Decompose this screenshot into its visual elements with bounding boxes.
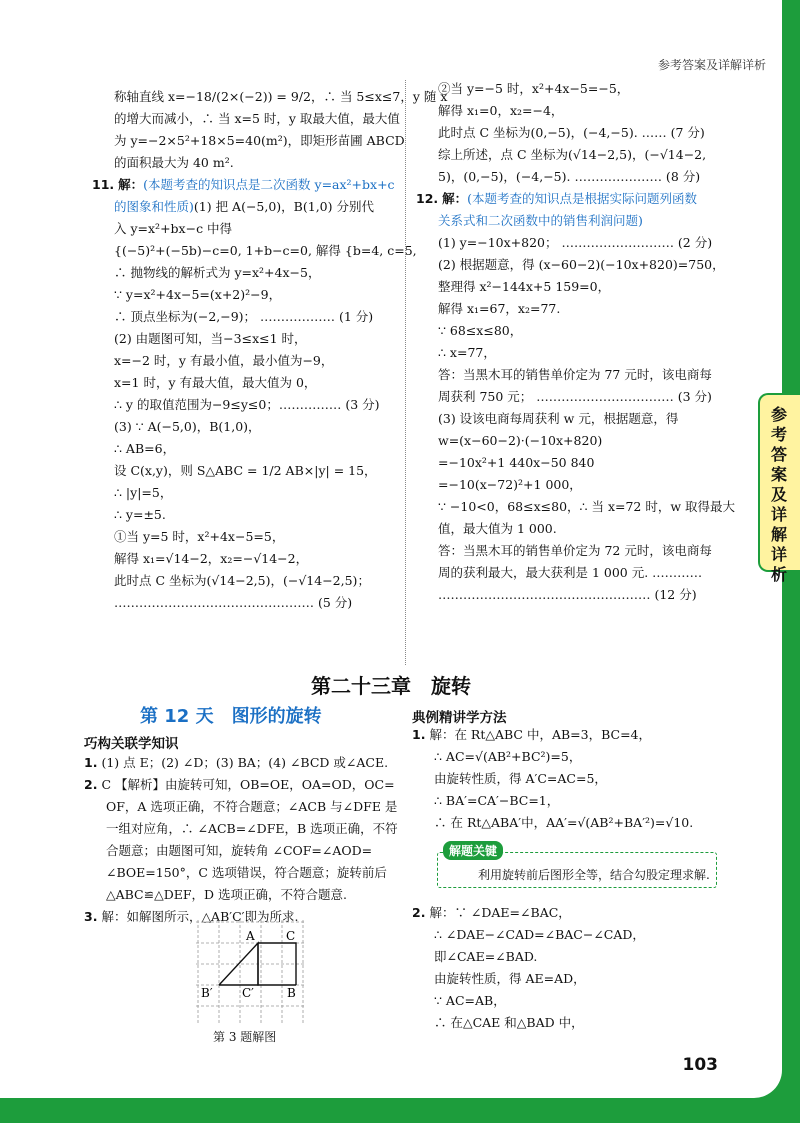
text-line: 称轴直线 x=−18/(2×(−2)) = 9/2，∴ 当 5≤x≤7，y 随 x [114, 89, 448, 104]
section-title-left: 巧构关联学知识 [84, 736, 179, 752]
answer-line: 一组对应角，∴ ∠ACB=∠DFE，B 选项正确，不符 [106, 821, 398, 836]
text-line: 综上所述，点 C 坐标为(√14−2,5)，(−√14−2, [438, 147, 707, 162]
text-line: 5)，(0,−5)，(−4,−5). ………………… (8 分) [438, 169, 701, 184]
q11-head [92, 174, 447, 196]
rotation-figure [196, 920, 304, 1024]
q11-line: 设 C(x,y)，则 S△ABC = 1/2 AB×|y| = 15， [114, 463, 377, 478]
lower-right-column [412, 724, 693, 834]
q12-line: (3) 设该电商每周获利 w 元，根据题意，得 [438, 411, 679, 426]
q11-solve: 解： [118, 177, 144, 192]
answer-line: 由旋转性质，得 AE=AD， [434, 971, 586, 986]
q11-line [92, 196, 447, 218]
q11-line: x=1 时，y 有最大值，最大值为 0， [114, 375, 317, 390]
answer-line: ∴ BA′=CA′−BC=1， [434, 793, 560, 808]
section-title-right: 典例精讲学方法 [412, 710, 507, 726]
label-A: A [246, 929, 255, 943]
side-tab [758, 393, 800, 584]
q12-line: 答：当黑木耳的销售单价定为 72 元时，该电商每 [438, 543, 712, 558]
q12-line: 解得 x₁=67，x₂=77. [438, 301, 561, 316]
q11-line: ∴ 顶点坐标为(−2,−9)； ……………… (1 分) [114, 309, 374, 324]
text-line: 解得 x₁=0，x₂=−4， [438, 103, 564, 118]
q11-line: ∵ y=x²+4x−5=(x+2)²−9， [114, 287, 282, 302]
text-line: ②当 y=−5 时，x²+4x−5=−5， [438, 81, 630, 96]
answer-line: ∴ ∠DAE−∠CAD=∠BAC−∠CAD， [434, 927, 645, 942]
q11-line: ∴ |y|=5， [114, 485, 173, 500]
q12-line: …………………………………………… (12 分) [438, 587, 697, 602]
answer-line: ∠BOE=150°，C 选项错误，符合题意；旋转前后 [106, 865, 387, 880]
q11-line: ∴ 抛物线的解析式为 y=x²+4x−5， [114, 265, 321, 280]
q12-number: 12. [416, 191, 439, 206]
answer-line: 2. 解：∵ ∠DAE=∠BAC， [412, 905, 571, 920]
q12-line: (1) y=−10x+820； ……………………… (2 分) [438, 235, 713, 250]
q11-line: {(−5)²+(−5b)−c=0, 1+b−c=0, 解得 {b=4, c=5, [114, 243, 417, 258]
text-line: 的增大而减小，∴ 当 x=5 时，y 取最大值，最大值 [114, 111, 400, 126]
q12-solve: 解： [442, 191, 468, 206]
key-label: 解题关键 [443, 841, 503, 860]
q11-line: ∴ y=±5. [114, 507, 166, 522]
text-line: 的面积最大为 40 m². [114, 155, 234, 170]
label-B: B [287, 986, 296, 1000]
text-line: 此时点 C 坐标为(0,−5)，(−4,−5). …… (7 分) [438, 125, 705, 140]
answer-line: ∴ AC=√(AB²+BC²)=5， [434, 749, 582, 764]
chapter-title: 第二十三章 旋转 [311, 674, 471, 698]
day-title: 第 12 天 图形的旋转 [140, 706, 322, 727]
answer-line: OF，A 选项正确，不符合题意；∠ACB 与∠DFE 是 [106, 799, 398, 814]
q11-line-0: (1) 把 A(−5,0)，B(1,0) 分别代 [193, 199, 374, 214]
right-column-top [416, 78, 735, 606]
q11-line: ∴ y 的取值范围为−9≤y≤0；…………… (3 分) [114, 397, 380, 412]
q12-note: (本题考查的知识点是根据实际问题列函数 [467, 191, 698, 206]
q12-line: 值，最大值为 1 000. [438, 521, 557, 536]
key-text: 利用旋转前后图形全等，结合勾股定理求解. [478, 868, 710, 882]
label-C-prime: C′ [242, 986, 254, 1000]
answer-line: 1. (1) 点 E；(2) ∠D；(3) BA；(4) ∠BCD 或∠ACE. [84, 755, 389, 770]
q11-line: 此时点 C 坐标为(√14−2,5)，(−√14−2,5)； [114, 573, 370, 588]
q12-line: 周获利 750 元； …………………………… (3 分) [438, 389, 712, 404]
q12-line: ∵ 68≤x≤80， [438, 323, 523, 338]
running-header: 参考答案及详解详析 [657, 58, 766, 72]
q12-line: ∵ −10<0，68≤x≤80，∴ 当 x=72 时，w 取得最大 [438, 499, 736, 514]
side-tab-text: 参考答案及详解详析 [771, 405, 788, 584]
q11-line: x=−2 时，y 有最小值，最小值为−9， [114, 353, 334, 368]
q11-line: (3) ∵ A(−5,0)，B(1,0)， [114, 419, 261, 434]
q12-line: 周的获利最大，最大获利是 1 000 元. ………… [438, 565, 703, 580]
q12-line: ∴ x=77， [438, 345, 496, 360]
text-line: 为 y=−2×5²+18×5=40(m²)，即矩形苗圃 ABCD [114, 133, 405, 148]
answer-line: ∵ AC=AB， [434, 993, 506, 1008]
answer-line: 由旋转性质，得 A′C=AC=5， [434, 771, 607, 786]
lower-left-column [84, 752, 398, 928]
answer-line: ∴ 在△CAE 和△BAD 中， [434, 1015, 584, 1030]
answer-line: 合题意；由题图可知，旋转角 ∠COF=∠AOD= [106, 843, 373, 858]
q12-line: (2) 根据题意，得 (x−60−2)(−10x+820)=750， [438, 257, 725, 272]
q11-line: (2) 由题图可知，当−3≤x≤1 时， [114, 331, 307, 346]
q12-note2: 关系式和二次函数中的销售利润问题) [438, 213, 643, 228]
answer-line: 1. 解：在 Rt△ABC 中，AB=3，BC=4， [412, 727, 651, 742]
column-divider [405, 80, 406, 665]
q12-line: 答：当黑木耳的销售单价定为 77 元时，该电商每 [438, 367, 712, 382]
q11-note2: 的图象和性质) [114, 199, 194, 214]
q11-line: ①当 y=5 时，x²+4x−5=5， [114, 529, 285, 544]
answer-line: △ABC≌△DEF，D 选项正确，不符合题意. [106, 887, 347, 902]
answer-line: ∴ 在 Rt△ABA′中，AA′=√(AB²+BA′²)=√10. [434, 815, 694, 830]
page-number: 103 [682, 1055, 718, 1075]
q12-line: 整理得 x²−144x+5 159=0， [438, 279, 611, 294]
q12-line: w=(x−60−2)·(−10x+820) [438, 433, 603, 448]
q12-head [416, 188, 735, 210]
answer-line: 3. 解：如解图所示，△AB′C′即为所求. [84, 909, 299, 924]
answer-line: 2. C 【解析】由旋转可知，OB=OE，OA=OD，OC= [84, 777, 395, 792]
answer-line: 即∠CAE=∠BAD. [434, 949, 538, 964]
q11-line: ………………………………………… (5 分) [114, 595, 353, 610]
figure-caption: 第 3 题解图 [213, 1030, 277, 1044]
q11-note: (本题考查的知识点是二次函数 y=ax²+bx+c [143, 177, 395, 192]
label-B-prime: B′ [201, 986, 213, 1000]
q11-line: ∴ AB=6， [114, 441, 176, 456]
q11-line: 入 y=x²+bx−c 中得 [114, 221, 233, 236]
q11-line: 解得 x₁=√14−2，x₂=−√14−2， [114, 551, 309, 566]
lower-right-column-2 [412, 902, 645, 1034]
left-column-top [92, 86, 447, 614]
q11-number: 11. [92, 177, 115, 192]
label-C: C [286, 929, 296, 943]
q12-line: =−10x²+1 440x−50 840 [438, 455, 595, 470]
q12-line: =−10(x−72)²+1 000， [438, 477, 582, 492]
